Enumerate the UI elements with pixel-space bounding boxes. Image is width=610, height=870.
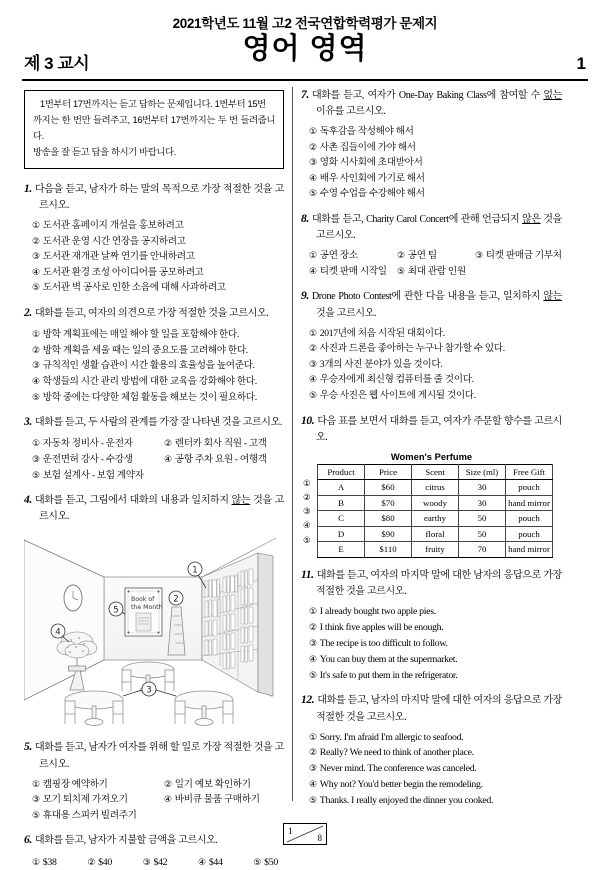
cell-gift: hand mirror [506,542,553,558]
choice[interactable]: ② I think five apples will be enough. [309,621,444,633]
choice-label: 바비큐 물품 구매하기 [174,794,260,806]
choice-label: You can buy them at the supermarket. [319,653,458,665]
choice-label: 배우 사인회에 가기로 해서 [319,172,425,184]
choice-label: 사촌 집들이에 가야 해서 [319,141,416,153]
total-pages-number: 8 [317,833,322,843]
choice-label: 도서관 환경 조성 아이디어를 공모하려고 [42,266,204,278]
choice-label: 규칙적인 생활 습관이 시간 활용의 효율성을 높여준다. [42,360,255,372]
library-illustration [24,530,282,730]
svg-text:3: 3 [146,685,152,696]
right-column [293,87,570,807]
svg-text:5: 5 [113,605,119,616]
question-12-choices [301,730,562,809]
question-8-stem-post: 것을 고르시오. [316,214,562,242]
choice-label: Why not? You'd better begin the remodeling. [319,779,483,791]
question-10-stem: 다음 표를 보면서 대화를 듣고, 여자가 주문할 향수를 고르시오. [316,415,562,443]
choice-label: I think five apples will be enough. [319,621,444,633]
question-12 [301,692,562,809]
choice-label: 휴대용 스피커 빌려주기 [42,809,137,821]
choice-label: The recipe is too difficult to follow. [319,637,448,649]
cell-scent: floral [412,526,459,542]
choice[interactable]: ② $40 [87,856,112,868]
table-row[interactable] [318,480,553,496]
choice-label: 자동차 정비사 - 운전자 [42,438,133,450]
cell-size: 50 [459,511,506,527]
question-8-number: 8. [301,213,309,226]
cell-product: A [318,480,365,496]
choice[interactable]: ① 방학 계획표에는 매일 해야 할 일을 포함해야 한다. [32,329,239,341]
cell-size: 70 [459,542,506,558]
cell-gift: hand mirror [506,495,553,511]
choice[interactable]: ④ You can buy them at the supermarket. [309,653,458,665]
choice-label: 우승자에게 최신형 컴퓨터를 줄 것이다. [319,374,474,386]
question-5-choices [24,777,284,824]
cell-scent: fruity [412,542,459,558]
choice[interactable]: ① Sorry. I'm afraid I'm allergic to seafood. [309,731,464,743]
choice[interactable]: ④ 도서관 환경 조성 아이디어를 공모하려고 [32,266,204,278]
choice-label: Thanks. I really enjoyed the dinner you cooked. [319,795,494,807]
cell-price: $90 [365,526,412,542]
question-8-choices [301,248,562,279]
choice[interactable]: ② 공연 팀 [397,250,437,262]
choice[interactable]: ③ 규칙적인 생활 습관이 시간 활용의 효율성을 높여준다. [32,360,255,372]
choice[interactable]: ① 캠핑장 예약하기 [32,778,108,790]
choice-label: 방학 계획표에는 매일 해야 할 일을 포함해야 한다. [42,329,239,341]
choice[interactable]: ③ 도서관 재개관 날짜 연기를 안내하려고 [32,251,195,263]
table-row[interactable] [318,542,553,558]
question-8 [301,211,562,279]
choice-label: 학생들의 시간 관리 방법에 대한 교육을 강화해야 한다. [42,375,257,387]
choice[interactable]: ③ 3개의 사진 분야가 있을 것이다. [309,358,443,370]
choice-label: $42 [153,856,168,868]
page-number: 1 [576,53,586,73]
choice[interactable]: ② Really? We need to think of another place. [309,747,474,759]
question-2-number: 2. [24,306,32,319]
choice-label: 모기 퇴치제 가져오기 [42,794,128,806]
left-column [16,87,293,868]
cell-price: $70 [365,495,412,511]
question-7 [301,87,562,202]
choice-label: $40 [98,856,112,868]
table-row[interactable] [318,511,553,527]
question-8-stem-underline: 않은 [522,214,541,226]
choice[interactable]: ② 방학 계획을 세울 때는 일의 중요도를 고려해야 한다. [32,344,248,356]
choice[interactable]: ④ 배우 사인회에 가기로 해서 [309,172,425,184]
choice-label: 2017년에 처음 시작된 대회이다. [319,327,445,339]
choice[interactable]: ① 도서관 홈페이지 개설을 홍보하려고 [32,220,184,232]
question-4-stem-pre: 대화를 듣고, 그림에서 대화의 내용과 일치하지 [34,495,232,507]
question-2-choices [24,327,284,405]
question-9-number: 9. [301,290,309,303]
listening-instruction-box [24,90,284,169]
choice[interactable]: ⑤ 우승 사진은 웹 사이트에 게시될 것이다. [309,390,476,401]
question-7-number: 7. [301,88,309,101]
choice-label: 티켓 판매 시작일 [319,265,387,277]
choice[interactable]: ④ 공항 주차 요원 - 여행객 [164,453,267,465]
choice[interactable]: ① $38 [32,856,57,868]
table-title: Women's Perfume [390,450,473,462]
question-1 [24,181,284,296]
choice[interactable]: ② 도서관 운영 시간 연장을 공지하려고 [32,235,186,247]
question-1-choices [24,218,284,296]
choice[interactable]: ② 일기 예보 확인하기 [164,778,251,790]
question-7-choices [301,124,562,202]
choice[interactable]: ① 독후감을 작성해야 해서 [309,126,414,138]
question-12-stem: 대화를 듣고, 남자의 마지막 말에 대한 여자의 응답으로 가장 적절한 것을 고르시오. [316,695,562,723]
question-5-stem: 대화를 듣고, 남자가 여자를 위해 할 일로 가장 적절한 것을 고르시오. [34,742,284,770]
choice[interactable]: ⑤ It's safe to put them in the refrigerator. [309,669,458,681]
question-11-stem: 대화를 듣고, 여자의 마지막 말에 대한 남자의 응답으로 가장 적절한 것을 고르시오. [316,569,562,598]
choice-label: 3개의 사진 분야가 있을 것이다. [319,358,443,370]
choice[interactable]: ⑤ 도서관 벽 공사로 인한 소음에 대해 사과하려고 [32,282,226,294]
page-header [0,0,610,74]
choice[interactable]: ⑤ 휴대용 스피커 빌려주기 [32,809,137,821]
choice[interactable]: ① 2017년에 처음 시작된 대회이다. [309,327,445,339]
choice-label: 티켓 판매금 기부처 [485,250,562,262]
question-4 [24,492,284,730]
column-header: Scent [412,464,459,480]
question-11-choices [301,604,562,683]
choice[interactable]: ④ Why not? You'd better begin the remodeling. [309,779,483,791]
row-marker[interactable]: ① [303,478,311,489]
cell-product: C [318,511,365,527]
choice-label: 우승 사진은 웹 사이트에 게시될 것이다. [319,390,476,401]
row-marker[interactable]: ④ [303,521,311,532]
choice-label: 사진과 드론을 좋아하는 누구나 참가할 수 있다. [319,343,505,355]
choice[interactable]: ⑤ 최대 관람 인원 [397,265,466,277]
cell-size: 30 [459,480,506,496]
column-header: Size (ml) [459,464,506,480]
choice-label: 일기 예보 확인하기 [174,778,251,790]
table-row[interactable] [318,495,553,511]
cell-price: $60 [365,480,412,496]
question-8-stem-pre: 대화를 듣고, Charity Carol Concert에 관해 언급되지 [311,214,523,226]
choice-label: 방학 중에는 다양한 체험 활동을 해보는 것이 필요하다. [42,391,257,403]
question-4-number: 4. [24,494,32,507]
choice[interactable]: ③ 모기 퇴치제 가져오기 [32,794,128,806]
question-9-choices [301,326,562,404]
choice-label: 공연 팀 [407,250,437,262]
choice[interactable]: ③ Never mind. The conference was canceled. [309,763,477,775]
svg-text:Book of: Book of [131,596,155,604]
svg-text:2: 2 [173,594,179,605]
cell-product: B [318,495,365,511]
question-7-stem-pre: 대화를 듣고, 여자가 One-Day Baking Class에 참여할 수 [311,89,544,101]
table-row-markers [303,477,311,548]
choice-label: 보험 설계사 - 보험 계약자 [42,469,144,481]
choice-label: 캠핑장 예약하기 [42,778,108,790]
table-row[interactable] [318,526,553,542]
choice-label: I already bought two apple pies. [319,606,436,618]
question-1-stem: 다음을 듣고, 남자가 하는 말의 목적으로 가장 적절한 것을 고르시오. [34,183,284,212]
choice-label: 렌터카 회사 직원 - 고객 [174,438,267,450]
question-1-number: 1. [24,182,32,195]
question-7-stem-post: 이유를 고르시오. [316,106,386,118]
cell-product: E [318,542,365,558]
row-marker[interactable]: ② [303,493,311,504]
instruction-line-2: 까지는 한 번만 들려주고, 16번부터 17번까지는 두 번 들려줍니다. [33,114,275,141]
question-5 [24,739,284,823]
choice-label: 공항 주차 요원 - 여행객 [174,453,267,465]
question-12-number: 12. [301,694,315,707]
perfume-table-wrapper [301,464,562,558]
choice-label: 방학 계획을 세울 때는 일의 중요도를 고려해야 한다. [42,344,248,356]
choice[interactable]: ④ 학생들의 시간 관리 방법에 대한 교육을 강화해야 한다. [32,375,257,387]
svg-text:4: 4 [55,627,61,638]
choice[interactable]: ⑤ 수영 수업을 수강해야 해서 [309,188,425,200]
instruction-line-1: 1번부터 17번까지는 듣고 답하는 문제입니다. 1번부터 15번 [40,98,266,109]
question-3-stem: 대화를 듣고, 두 사람의 관계를 가장 잘 나타낸 것을 고르시오. [34,417,283,429]
svg-text:the Month: the Month [131,604,163,612]
choice-label: 도서관 운영 시간 연장을 공지하려고 [42,235,186,247]
question-2-stem: 대화를 듣고, 여자의 의견으로 가장 적절한 것을 고르시오. [34,307,269,319]
choice-label: 독후감을 작성해야 해서 [319,126,414,138]
choice[interactable]: ⑤ 방학 중에는 다양한 체험 활동을 해보는 것이 필요하다. [32,391,257,403]
cell-product: D [318,526,365,542]
choice-label: 도서관 재개관 날짜 연기를 안내하려고 [42,251,195,263]
choice[interactable]: ② 사촌 집들이에 가야 해서 [309,141,416,153]
choice[interactable]: ⑤ 보험 설계사 - 보험 계약자 [32,469,144,481]
cell-price: $80 [365,511,412,527]
subject-title: 영어 영역 [242,33,368,65]
question-9-stem-pre: Drone Photo Contest에 관한 다음 내용을 듣고, 일치하지 [311,291,544,303]
current-page-number: 1 [288,826,293,836]
choice-label: $38 [42,856,57,868]
cell-scent: earthy [412,511,459,527]
instruction-line-3: 방송을 잘 듣고 답을 하시기 바랍니다. [33,146,176,157]
choice[interactable]: ③ $42 [142,856,168,868]
column-header: Free Gift [506,464,553,480]
svg-text:1: 1 [192,565,198,576]
choice[interactable]: ⑤ $50 [253,856,278,868]
choice[interactable]: ③ The recipe is too difficult to follow. [309,637,448,649]
choice[interactable]: ③ 운전면허 강사 - 수강생 [32,453,133,465]
choice[interactable]: ① I already bought two apple pies. [309,606,436,618]
choice[interactable]: ① 공연 장소 [309,250,358,262]
choice-label: $44 [208,856,223,868]
question-6-choices [24,855,284,870]
question-11 [301,567,562,684]
choice[interactable]: ② 사진과 드론을 좋아하는 누구나 참가할 수 있다. [309,343,505,355]
question-3 [24,414,284,483]
choice-label: Sorry. I'm afraid I'm allergic to seafood. [319,731,464,743]
question-6-stem: 대화를 듣고, 남자가 지불할 금액을 고르시오. [34,835,218,847]
question-3-number: 3. [24,416,32,429]
question-10 [301,413,562,558]
cell-scent: citrus [412,480,459,496]
choice-label: 공연 장소 [319,250,358,262]
question-10-number: 10. [301,414,315,427]
choice[interactable]: ③ 티켓 판매금 기부처 [475,250,562,262]
choice[interactable]: ③ 영화 시사회에 초대받아서 [309,157,423,169]
table-header-row [318,464,553,480]
choice-label: $50 [264,856,278,868]
exam-title-line: 2021학년도 11월 고2 전국연합학력평가 문제지 [172,16,438,31]
page-indicator [283,823,327,845]
choice[interactable]: ④ $44 [198,856,223,868]
choice-label: 도서관 벽 공사로 인한 소음에 대해 사과하려고 [42,282,226,294]
question-4-stem-underline: 않는 [231,495,251,507]
question-9 [301,288,562,403]
cell-size: 30 [459,495,506,511]
question-7-stem-underline: 없는 [543,89,562,101]
choice-label: Never mind. The conference was canceled. [319,763,477,775]
cell-size: 50 [459,526,506,542]
cell-price: $110 [365,542,412,558]
choice[interactable]: ① 자동차 정비사 - 운전자 [32,438,133,450]
choice[interactable]: ④ 바비큐 물품 구매하기 [164,794,260,806]
choice-label: It's safe to put them in the refrigerator. [319,669,458,681]
column-header: Product [318,464,365,480]
cell-gift: pouch [506,511,553,527]
page-footer [0,823,610,845]
row-marker[interactable]: ⑤ [303,535,311,546]
question-9-stem-underline: 않는 [543,291,562,303]
question-3-choices [24,436,284,483]
choice[interactable]: ④ 우승자에게 최신형 컴퓨터를 줄 것이다. [309,374,474,386]
question-2 [24,305,284,405]
period-label: 제 3 교시 [24,53,90,73]
cell-scent: woody [412,495,459,511]
question-11-number: 11. [301,568,314,581]
cell-gift: pouch [506,526,553,542]
choice-label: 수영 수업을 수강해야 해서 [319,188,425,200]
choice-label: 도서관 홈페이지 개설을 홍보하려고 [42,220,184,232]
choice-label: 최대 관람 인원 [407,265,466,277]
question-4-stem-post: 것을 고르시오. [39,495,284,523]
choice-label: 운전면허 강사 - 수강생 [42,453,133,465]
choice[interactable]: ④ 티켓 판매 시작일 [309,265,387,277]
choice[interactable]: ⑤ Thanks. I really enjoyed the dinner you cooked. [309,795,494,807]
choice-label: 영화 시사회에 초대받아서 [319,157,423,169]
perfume-table [317,464,553,558]
question-6-number: 6. [24,834,32,847]
question-9-stem-post: 것을 고르시오. [316,307,377,319]
two-column-body [0,81,610,868]
row-marker[interactable]: ③ [303,507,311,518]
choice-label: Really? We need to think of another place. [319,747,474,759]
choice[interactable]: ② 렌터카 회사 직원 - 고객 [164,438,267,450]
column-header: Price [365,464,412,480]
question-5-number: 5. [24,741,32,754]
cell-gift: pouch [506,480,553,496]
